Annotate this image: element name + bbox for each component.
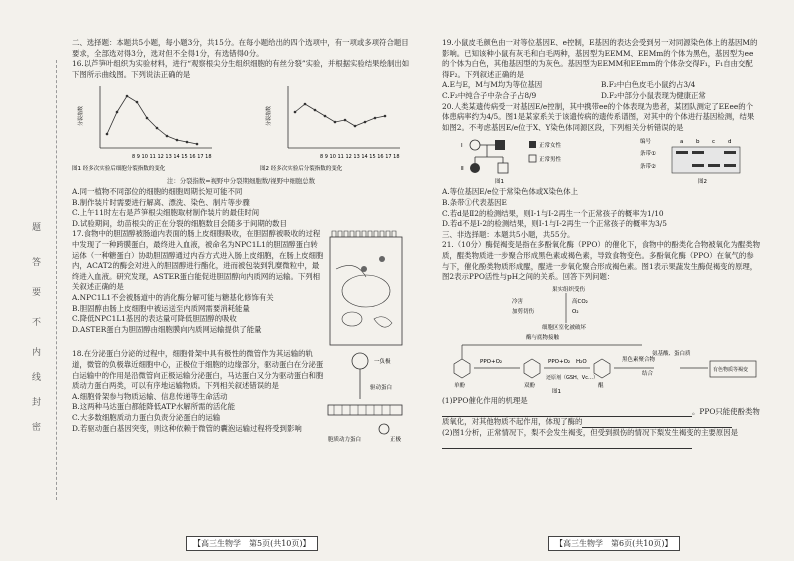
svg-text:分裂指数: 分裂指数: [266, 106, 272, 127]
pedigree-figure: [457, 135, 607, 185]
q17-stem: 17.食物中的胆固醇被肠道内表面的肠上皮细胞吸收，在胆固醇被吸收的过程中发现了一种跨膜蛋白，最终进入血液，被命名为NPC1L1的胆固醇蛋白转运体（一种糖蛋白）协助胆固醇通过内吞方式进入肠上皮细胞，在肠上皮细胞内，ACAT2的酶会对进入的胆固醇进行酯化，进而被包装到乳糜微粒中，最终进入血液。研究发现，ASTER蛋白能促进胆固醇向内质网的运输。下列相关叙述正确的是: [72, 229, 324, 292]
binding-char: 线: [32, 373, 42, 383]
q19-option-a: A.E与E，M与M均为等位基因: [442, 80, 543, 90]
q21-sub1: [442, 396, 760, 428]
q20-stem: 20.人类某遗传病受一对基因E/e控制，其中携带ee的个体表现为患者，某团队测定了EEee的个体患病率约为4/5。图1是某家系关于该遗传病的遗传系谱图，对其中的个体进行基因检测，结果如图2。不考虑基因E/e位于X、Y染色体同源区段，下列相关分析错误的是: [442, 101, 755, 132]
gel-lane-c: c: [711, 139, 715, 146]
diagram-combine-label: 结合: [642, 370, 654, 377]
fig18-dynein-label: 胞质动力蛋白: [328, 437, 362, 444]
diagram-ppo1-label: PPO+O₂: [480, 358, 503, 365]
q18-option-b: B.这两种马达蛋白都能降低ATP水解所需的活化能: [72, 402, 236, 412]
q16-stem: 16.以芦笋叶组织为实验材料，进行“观察根尖分生组织细胞的有丝分裂”实验，并根据实验结果绘制出如下图所示曲线图。下列说法正确的是: [72, 59, 410, 79]
diagram-protein-label: 氨基酸、蛋白质: [652, 350, 691, 357]
q19-stem: 19.小鼠皮毛颜色由一对等位基因E、e控制，E基因的表达会受到另一对同源染色体上的基因M的影响。已知该种小鼠有灰毛和白毛两种，基因型为EEMM、EEMm的个体为黑色，基因型为ee的个体为白色，其他基因型的为灰色。基因型为EEMM和EEmm的个体杂交得F₁，F₁自由交配得F₂。下列叙述正确的是: [442, 38, 758, 79]
q21-sub2-blank[interactable]: [442, 440, 692, 449]
diagram-polymer-label: 黑色素聚合物: [622, 356, 656, 363]
svg-text:8 9 10 11 12 13 14 15 16 17 18: 8 9 10 11 12 13 14 15 16 17 18: [132, 154, 212, 161]
q19-option-c: C.F₂中纯合子中杂合子占8/9: [442, 90, 537, 100]
binding-char: 封: [32, 398, 42, 408]
binding-char: 不: [32, 318, 42, 328]
diagram-h2o-label: H₂O: [576, 358, 587, 365]
q20-option-a: A.等位基因E/e位于常染色体或X染色体上: [442, 187, 579, 197]
gel-lane-a: a: [679, 139, 683, 146]
svg-text:Ⅰ: Ⅰ: [460, 143, 463, 150]
q16-option-a: A.同一植物不同部位的细胞的细胞周期长短可能不同: [72, 186, 243, 196]
diagram-contact-label: 酶与底物接触: [526, 334, 560, 341]
page-footer-right: 【高三生物学 第6页(共10页)】: [548, 536, 680, 551]
q21-fig1-caption: 图1: [552, 388, 561, 393]
q20-figures: [442, 135, 760, 185]
q21-sub1-tail: 。PPO只能使酚类物质氧化，对其他物质不起作用，体现了酶的: [442, 406, 760, 427]
legend-male-label: 正常男性: [538, 157, 561, 164]
q18-option-d: D.若驱动蛋白基因突变，则这种依赖于微管的囊泡运输过程将受到影响: [72, 423, 302, 433]
browning-diagram: [442, 283, 760, 393]
diagram-co2-label: 高CO₂: [572, 298, 588, 305]
section3-title: 三、非选择题：本题共5小题，共55分。: [442, 229, 575, 239]
q19-option-b: B.F₂中白色皮毛小鼠约占3/4: [601, 80, 696, 90]
binding-char: 密: [32, 423, 42, 433]
svg-text:分裂指数: 分裂指数: [78, 106, 84, 127]
q17-option-c: C.降低NPC1L1基因的表达量可降低胆固醇的吸收: [72, 314, 237, 324]
q16-option-b: B.制作装片时需要进行解离、漂洗、染色、制片等步骤: [72, 197, 250, 207]
section2-title: 二、选择题：本题共5小题，每小题3分，共15分。在每小题给出的四个选项中，有一项或多项符合题目要求，全部选对得3分，选对但不全得1分，有选错得0分。: [72, 38, 409, 58]
svg-text:8 9 10 11 12 13 14 15 16 17 18: 8 9 10 11 12 13 14 15 16 17 18: [320, 154, 400, 161]
q18-stem: 18.在分泌蛋白分泌的过程中，细胞骨架中具有极性的微管作为其运输的轨道，微管的负极靠近细胞中心，正极位于细胞的边缘部分，驱动蛋白在分泌蛋白运输中的作用是沿微管向正极运输分泌蛋白，马达蛋白又分为驱动蛋白和胞质动力蛋白两类，可以有序地运输物质。下列相关叙述错误的是: [72, 349, 324, 391]
q17-option-d: D.ASTER蛋白为胆固醇由细胞膜向内质网运输提供了能量: [72, 324, 262, 334]
q16-option-c: C.上午11时左右是芦笋根尖细胞取材制作装片的最佳时间: [72, 208, 260, 218]
page-footer-left: 【高三生物学 第5页(共10页)】: [186, 536, 318, 551]
diagram-reduce-label: 还原剂（GSH、Vc…）: [546, 374, 598, 381]
fig18-plus-label: 正极: [390, 437, 402, 444]
q17-option-a: A.NPC1L1不会被肠道中的消化酶分解可能与糖基化修饰有关: [72, 292, 274, 302]
q17-option-b: B.胆固醇由肠上皮细胞中被运送至内质网需要消耗能量: [72, 303, 250, 313]
q16-figure-2: [260, 82, 410, 174]
q18-option-c: C.大多数细胞质动力蛋白负责分泌蛋白的运输: [72, 412, 221, 422]
q16-fig1-caption: 图1 经多次实验后细胞分裂指数的变化: [72, 166, 166, 173]
diagram-ppo2-label: PPO+O₂: [548, 358, 571, 365]
gel-lane-b: b: [695, 139, 699, 146]
q19-option-d: D.F₂中部分小鼠表现为健康正常: [601, 90, 706, 100]
q21-stem: 21.（10分）酶促褐变是指在多酚氧化酶（PPO）的催化下，食物中的酚类化合物被氧化为醌类物质，醌类物质进一步聚合形成黑色素或褐色素，导致食物变色。多酚氧化酶（PPO）在氧气的参与下，催化酚类物质形成醌，醌进一步氧化聚合形成褐色素。图1表示果蔬发生酶促褐变的原理，图2表示PPO活性与pH之间的关系。回答下列问题：: [442, 240, 761, 282]
svg-text:Ⅱ: Ⅱ: [460, 166, 464, 173]
q16-note: 注：分裂指数=视野中分裂期细胞数/视野中细胞总数: [166, 177, 316, 186]
legend-female-label: 正常女性: [538, 143, 561, 150]
q16-figure-1: [72, 82, 222, 174]
fig18-kinesin-label: 驱动蛋白: [370, 385, 393, 392]
q20-fig1-caption: 图1: [494, 179, 504, 186]
diagram-dimer-label: 双酚: [524, 382, 536, 389]
binding-char: 内: [32, 348, 42, 358]
fig18-minus-label: 一负极: [374, 359, 391, 366]
q16-option-d: D.试验期间，幼苗根尖的正在分裂的细胞数目会随多于间期的数目: [72, 218, 287, 228]
q18-motor-figure: [324, 349, 408, 445]
q18-option-a: A.细胞骨架参与物质运输、信息传递等生命活动: [72, 391, 228, 401]
q20-option-c: C.若d是Ⅱ2的检测结果，则Ⅰ-1与Ⅰ-2再生一个正常孩子的概率为1/10: [442, 208, 664, 218]
diagram-result-label: 有色物质等褐变: [713, 366, 749, 373]
diagram-cut-label: 加剪切伤: [512, 308, 535, 315]
diagram-o2-label: O₂: [572, 308, 579, 315]
q16-fig2-caption: 图2 经多次实验后分裂指数的变化: [260, 166, 343, 173]
q17-cell-figure: [324, 229, 408, 349]
q20-option-d: D.若d不是Ⅰ-2的检测结果，则Ⅰ-1与Ⅰ-2再生一个正常孩子的概率为3/5: [442, 219, 667, 229]
binding-char: 要: [32, 288, 42, 298]
binding-margin: [26, 60, 57, 500]
binding-char: 题: [32, 223, 42, 233]
gel-row-2: 条带②: [639, 164, 656, 171]
diagram-box-label: 细胞区室化被破坏: [542, 324, 587, 331]
gel-row-1: 条带①: [639, 151, 656, 158]
q21-sub1-blank[interactable]: [442, 408, 692, 417]
diagram-quinone-label: 醌: [598, 382, 604, 389]
right-column: [442, 38, 760, 449]
diagram-cold-label: 冷害: [512, 298, 524, 305]
diagram-top-label: 果实组织受伤: [552, 286, 586, 293]
q16-figures: [72, 82, 410, 174]
diagram-monophenol-label: 单酚: [454, 382, 466, 389]
gel-lane-d: d: [727, 139, 731, 146]
q21-sub1-blank-2[interactable]: [582, 419, 732, 428]
gel-header-label: 编号: [639, 139, 651, 146]
q21-sub2: [442, 428, 760, 449]
gel-figure: [636, 135, 746, 185]
q21-sub2-text: (2)图1分析，正常情况下，梨不会发生褐变，但受到损伤的情况下梨发生褐变的主要原因是: [442, 428, 739, 438]
binding-char: 答: [32, 258, 42, 268]
q20-fig2-caption: 图2: [697, 179, 707, 186]
left-column: [72, 38, 410, 445]
q21-sub1-text: (1)PPO催化作用的机理是: [442, 396, 528, 406]
q20-option-b: B.条带①代表基因E: [442, 197, 507, 207]
